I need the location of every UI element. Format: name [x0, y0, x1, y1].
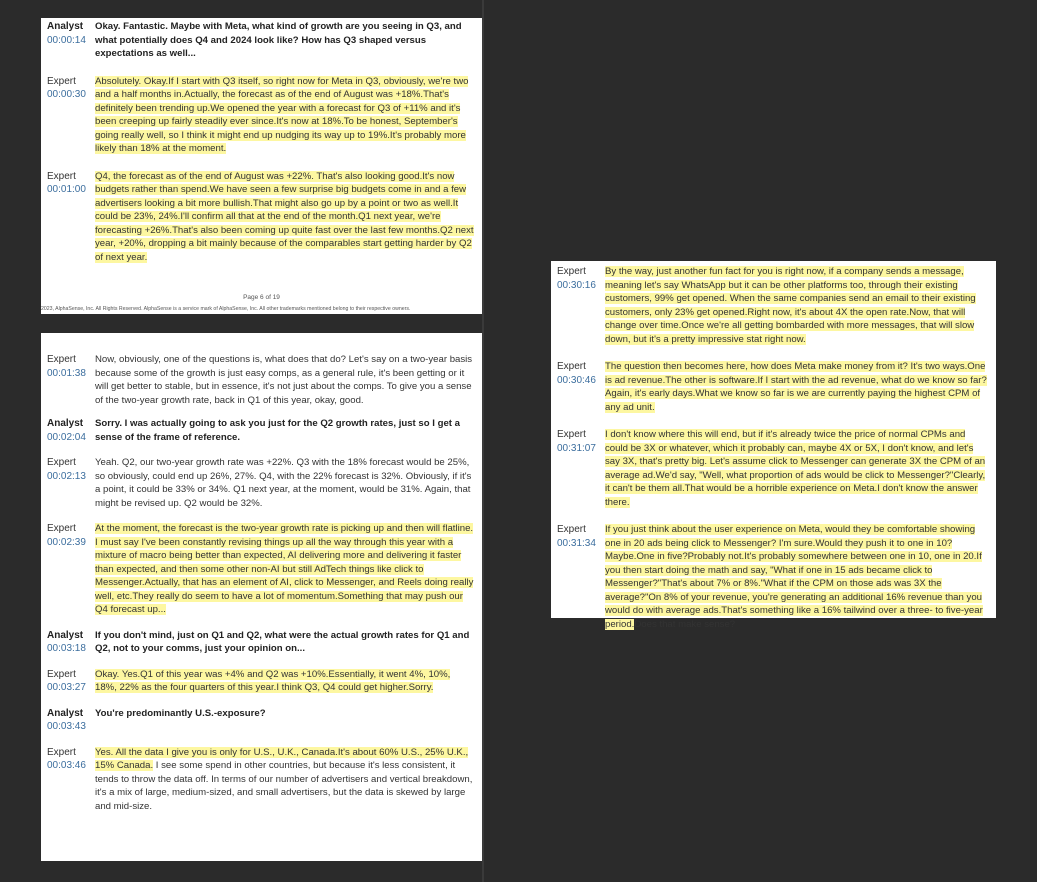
transcript-entry: [47, 353, 474, 407]
speaker-role: Expert: [557, 524, 586, 535]
timestamp-link[interactable]: 00:03:43: [47, 721, 86, 732]
speaker-meta: [557, 265, 605, 292]
speaker-meta: [47, 456, 95, 483]
plain-text: You're predominantly U.S.-exposure?: [95, 707, 266, 719]
timestamp-link[interactable]: 00:03:46: [47, 760, 86, 771]
speaker-role: Analyst: [47, 21, 84, 32]
speaker-text: [95, 629, 474, 656]
transcript-entry: [47, 668, 474, 695]
transcript-page-excerpt: [551, 261, 996, 630]
speaker-role: Expert: [47, 523, 76, 534]
speaker-role: Analyst: [47, 418, 84, 429]
highlighted-text: I don't know where this will end, but if it's already twice the price of normal CPMs and could be 3X or whatever, which it probably can, maybe 4X or 5X, I don't know, and let's say 3X, that's pretty big. Let's assume click to Messenger can generate 3X the CPM of an average ad.We'd say, "Well, what proportion of ads would be click to Messenger?"Clearly, it can't be them all.That would be a horrible experience on Meta.I don't know the answer there.: [605, 429, 986, 508]
transcript-entry: [47, 456, 474, 510]
transcript-entries: [47, 18, 474, 264]
highlighted-text: The question then becomes here, how does Meta make money from it? It's two ways.One is ad revenue.The other is software.If I start with the ad revenue, what do we know so far? Again, it's early days.What we know so far is we are currently paying the highest CPM of any ad unit.: [605, 361, 987, 413]
speaker-meta: [47, 522, 95, 549]
timestamp-link[interactable]: 00:01:38: [47, 367, 86, 379]
speaker-text: [95, 522, 474, 617]
speaker-text: [95, 456, 474, 510]
speaker-text: [605, 428, 988, 509]
timestamp-link[interactable]: 00:00:14: [47, 34, 86, 46]
speaker-role: Analyst: [47, 629, 84, 641]
plain-text: Okay. Fantastic. Maybe with Meta, what kind of growth are you seeing in Q3, and what potentially does Q4 and 2024 look like? How has Q3 shaped versus expectations as well...: [95, 21, 462, 59]
speaker-meta: [557, 523, 605, 550]
speaker-text: [95, 170, 474, 265]
speaker-meta: [47, 353, 95, 380]
timestamp-link[interactable]: 00:31:07: [557, 442, 596, 454]
speaker-text: [605, 360, 988, 414]
speaker-meta: [47, 20, 95, 47]
timestamp-link[interactable]: 00:01:00: [47, 184, 86, 195]
speaker-meta: [47, 75, 95, 102]
speaker-role: Expert: [47, 457, 76, 468]
transcript-page-6: [41, 18, 482, 314]
transcript-page-7: [41, 333, 482, 861]
speaker-meta: [47, 707, 95, 734]
highlighted-text: At the moment, the forecast is the two-year growth rate is picking up and then will flatline. I must say I've been constantly revising things up all the way through this year with a mixture of macro being better than expected, AI delivering more and delivering it faster than expected, and then some other non-AI but still AdTech things like click to Messenger.Actually, that has an element of AI, click to Messenger, and Reels doing really well, etc.They really do seem to have a lot of momentum.Something that may push our Q4 forecast up...: [95, 523, 474, 615]
speaker-role: Expert: [47, 170, 76, 182]
speaker-text: [95, 75, 474, 156]
speaker-text: [95, 746, 474, 814]
timestamp-link[interactable]: 00:30:16: [557, 279, 596, 291]
transcript-entry: [47, 707, 474, 734]
speaker-role: Expert: [557, 266, 586, 277]
transcript-entry: [557, 360, 988, 414]
timestamp-link[interactable]: 00:31:34: [557, 537, 596, 549]
speaker-meta: [47, 668, 95, 695]
highlighted-text: By the way, just another fun fact for you is right now, if a company sends a message, meaning let's say WhatsApp but it can be other platforms too, through their existing customers, 99% get opened. When the same companies send an email to their existing customers, only 23% get opened.Right now, it's about 4X the open rate.Now, that will change over time.Once we're all getting bombarded with more messages, that will slow down, but it's a pretty impressive stat right now.: [605, 266, 976, 345]
transcript-entry: [557, 265, 988, 346]
speaker-role: Expert: [47, 746, 76, 758]
speaker-role: Expert: [557, 429, 586, 440]
speaker-text: [95, 353, 474, 407]
transcript-entry: [47, 417, 474, 444]
transcript-entry: [47, 170, 474, 265]
highlighted-text: Q4, the forecast as of the end of August was +22%. That's also looking good.It's now budgets rather than spend.We have seen a few surprise big budgets come in and a few advertisers looking a bit more bullish.That might also go up by a point or two as well.It could be 23%, 24%.I'll confirm all that at the end of the month.Q1 next year, we're forecasting +26%.That's also been coming up quite fast over the last few months.Q2 next year, +20%, dropping a bit mainly because of the comparables start getting harder by Q2 of next year.: [95, 170, 474, 263]
speaker-role: Expert: [47, 668, 76, 680]
plain-text: Now, obviously, one of the questions is, what does that do? Let's say on a two-year basis because some of the growth is just easy comps, as a general rule, it's been getting or it will get better to stable, but in essence, it's not just about the comps. To give you a sense of the two-year growth rate, back in Q1 of this year, okay, good.: [95, 354, 473, 406]
transcript-entry: [47, 75, 474, 156]
plain-text: Yeah. Q2, our two-year growth rate was +22%. Q3 with the 18% forecast would be 25%, so obviously, could end up 26%, 27%. Q4, with the 22% forecast is 32%. Obviously, if it's a point, it could be 33% or 34%. Q1 next year, at the moment, would be 31%. Again, that might be revised up. Q2 would be 32%.: [95, 457, 472, 509]
speaker-meta: [557, 428, 605, 455]
transcript-entry: [557, 428, 988, 509]
transcript-entry: [47, 522, 474, 617]
plain-text: Sorry. I was actually going to ask you just for the Q2 growth rates, just so I get a sense of the frame of reference.: [95, 418, 460, 443]
page-number: Page 6 of 19: [243, 294, 280, 301]
timestamp-link[interactable]: 00:02:13: [47, 470, 86, 482]
timestamp-link[interactable]: 00:02:04: [47, 431, 86, 443]
copyright-notice: 2023, AlphaSense, Inc. All Rights Reserved. AlphaSense is a service mark of AlphaSense, Inc. All other trademarks mentioned belong to their respective owners.: [41, 306, 411, 312]
timestamp-link[interactable]: 00:03:27: [47, 682, 86, 693]
plain-text: I see some spend in other countries, but because it's less consistent, it tends to throw the data off. In terms of our number of advertisers and vertical breakdown, it's a mix of large, medium-sized, and small advertisers, but the data is skewed by large and mid-size.: [95, 760, 473, 812]
timestamp-link[interactable]: 00:02:39: [47, 536, 86, 548]
speaker-text: [95, 417, 474, 444]
speaker-meta: [47, 629, 95, 656]
speaker-text: [95, 707, 474, 721]
speaker-text: [95, 668, 474, 695]
speaker-text: [605, 523, 988, 631]
plain-text: If you don't mind, just on Q1 and Q2, what were the actual growth rates for Q1 and Q2, not to your comms, just your opinion on...: [95, 629, 470, 654]
transcript-entry: [47, 20, 474, 61]
speaker-text: [605, 265, 988, 346]
plain-text: Does that make sense?: [634, 618, 736, 630]
speaker-role: Expert: [47, 354, 76, 365]
speaker-meta: [47, 746, 95, 773]
highlighted-text: If you just think about the user experience on Meta, would they be comfortable showing one in 20 ads being click to Messenger? I'm sure.Would they push it to one in 10?Maybe.One in five?Probably not.It's probably somewhere between one in 10, one in 20.If you then start doing the math and say, "What if one in 15 ads became click to Messenger?"That's about 7% or 8%."What if the CPM on those ads was 3X the average?"On 8% of your revenue, you're generating an additional 16% revenue than you would do with average ads.That's something like a 16% tailwind over a three- to five-year period.: [605, 524, 983, 630]
transcript-entries: [47, 333, 474, 813]
timestamp-link[interactable]: 00:00:30: [47, 89, 86, 100]
speaker-meta: [557, 360, 605, 387]
speaker-role: Expert: [557, 361, 586, 372]
highlighted-text: Okay. Yes.Q1 of this year was +4% and Q2 was +10%.Essentially, it went 4%, 10%, 18%, 22% as the four quarters of this year.I think Q3, Q4 could get higher.Sorry.: [95, 668, 451, 693]
speaker-text: [95, 20, 474, 61]
timestamp-link[interactable]: 00:30:46: [557, 374, 596, 386]
transcript-entry: [47, 746, 474, 814]
transcript-entry: [47, 629, 474, 656]
highlighted-text: Absolutely. Okay.If I start with Q3 itself, so right now for Meta in Q3, obviously, we're two and a half months in.Actually, the forecast as of the end of August was +18%.That's definitely been trending up.We opened the year with a forecast for Q3 of +11% and it's been creeping up fairly steadily ever since.It's now at 18%.To be honest, September's going really well, so I think it might end up nudging its way up to 19%.It's probably more likely than 18% at the moment.: [95, 75, 469, 154]
highlighted-text: Yes. All the data I give you is only for U.S., U.K., Canada.It's about 60% U.S., 25% U.K., 15% Canada.: [95, 746, 469, 771]
speaker-meta: [47, 170, 95, 197]
viewer-divider: [482, 0, 484, 882]
speaker-role: Analyst: [47, 707, 84, 719]
transcript-entries: [557, 261, 988, 631]
speaker-meta: [47, 417, 95, 444]
timestamp-link[interactable]: 00:03:18: [47, 643, 86, 654]
transcript-entry: [557, 523, 988, 631]
speaker-role: Expert: [47, 75, 76, 87]
